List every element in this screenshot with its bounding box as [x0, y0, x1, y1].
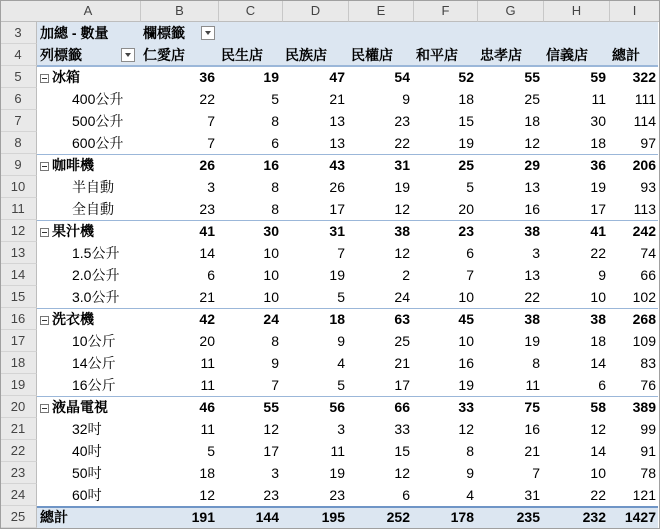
row-header-13[interactable]: 13 — [0, 242, 37, 264]
row-header-11[interactable]: 11 — [0, 198, 37, 220]
value-cell[interactable]: 93 — [640, 179, 656, 195]
grand-total-value[interactable]: 178 — [450, 509, 474, 525]
value-cell[interactable]: 41 — [199, 223, 215, 239]
value-cell[interactable]: 11 — [200, 377, 215, 393]
value-cell[interactable]: 14 — [199, 245, 215, 261]
value-cell[interactable]: 22 — [590, 245, 606, 261]
value-cell[interactable]: 9 — [402, 91, 410, 107]
value-cell[interactable]: 52 — [458, 69, 474, 85]
value-cell[interactable]: 8 — [532, 355, 540, 371]
value-cell[interactable]: 242 — [632, 223, 656, 239]
value-cell[interactable]: 25 — [524, 91, 540, 107]
row-header-3[interactable]: 3 — [0, 22, 37, 44]
value-cell[interactable]: 23 — [458, 223, 474, 239]
row-item-label[interactable]: 50吋 — [72, 465, 102, 481]
row-item-label[interactable]: 2.0公升 — [72, 267, 120, 283]
value-cell[interactable]: 15 — [458, 113, 474, 129]
value-cell[interactable]: 13 — [524, 267, 540, 283]
row-header-12[interactable]: 12 — [0, 220, 37, 242]
row-item-label[interactable]: 40吋 — [72, 443, 102, 459]
value-cell[interactable]: 66 — [640, 267, 656, 283]
row-group-text: 果汁機 — [52, 223, 94, 239]
value-cell[interactable]: 8 — [271, 113, 279, 129]
row-header-5[interactable]: 5 — [0, 66, 37, 88]
grand-total-value[interactable]: 235 — [516, 509, 540, 525]
row-header-4[interactable]: 4 — [0, 44, 37, 66]
row-item-label[interactable]: 全自動 — [72, 201, 114, 217]
value-cell[interactable]: 55 — [263, 399, 279, 415]
value-cell[interactable]: 5 — [337, 377, 345, 393]
column-label-cell[interactable]: 忠孝店 — [480, 47, 522, 63]
value-cell[interactable]: 13 — [329, 113, 345, 129]
value-cell[interactable]: 59 — [590, 69, 606, 85]
grand-total-value[interactable]: 144 — [255, 509, 279, 525]
value-cell[interactable]: 12 — [394, 245, 410, 261]
row-header-6[interactable]: 6 — [0, 88, 37, 110]
column-label-cell[interactable]: 民生店 — [221, 47, 263, 63]
value-cell[interactable]: 18 — [199, 465, 215, 481]
row-item-label[interactable]: 半自動 — [72, 179, 114, 195]
row-filter-dropdown-icon[interactable] — [121, 48, 135, 62]
value-cell[interactable]: 8 — [271, 333, 279, 349]
value-cell[interactable]: 78 — [640, 465, 656, 481]
collapse-minus-icon[interactable] — [40, 404, 49, 413]
value-cell[interactable]: 20 — [199, 333, 215, 349]
value-cell[interactable]: 19 — [263, 69, 279, 85]
value-cell[interactable]: 31 — [524, 487, 540, 503]
row-group-label[interactable] — [40, 220, 140, 242]
value-cell[interactable]: 6 — [271, 135, 279, 151]
value-cell[interactable]: 38 — [524, 311, 540, 327]
value-cell[interactable]: 16 — [524, 201, 540, 217]
value-cell[interactable]: 10 — [263, 245, 279, 261]
row-item-label[interactable]: 32吋 — [72, 421, 102, 437]
row-header-25[interactable]: 25 — [0, 506, 37, 528]
value-cell[interactable]: 10 — [263, 267, 279, 283]
value-cell[interactable]: 19 — [329, 267, 345, 283]
column-label-cell[interactable]: 總計 — [612, 47, 640, 63]
value-cell[interactable]: 12 — [199, 487, 215, 503]
column-header-C[interactable]: C — [219, 0, 283, 22]
column-label-cell[interactable]: 民權店 — [351, 47, 393, 63]
value-cell[interactable]: 21 — [524, 443, 540, 459]
value-cell[interactable]: 16 — [458, 355, 474, 371]
value-cell[interactable]: 7 — [207, 135, 215, 151]
value-cell[interactable]: 6 — [598, 377, 606, 393]
value-cell[interactable]: 31 — [394, 157, 410, 173]
value-cell[interactable]: 10 — [590, 289, 606, 305]
value-cell[interactable]: 12 — [263, 421, 279, 437]
column-labels-header: 欄標籤 — [143, 25, 185, 41]
value-cell[interactable]: 22 — [199, 91, 215, 107]
value-cell[interactable]: 20 — [458, 201, 474, 217]
value-cell[interactable]: 11 — [200, 421, 215, 437]
value-cell[interactable]: 6 — [207, 267, 215, 283]
column-header-H[interactable]: H — [544, 0, 610, 22]
value-cell[interactable]: 9 — [466, 465, 474, 481]
value-cell[interactable]: 22 — [590, 487, 606, 503]
row-group-label[interactable] — [40, 308, 140, 330]
value-field-label[interactable]: 加總 - 數量 — [40, 25, 109, 41]
row-group-text: 冰箱 — [52, 69, 80, 85]
row-item-label[interactable]: 1.5公升 — [72, 245, 120, 261]
column-header-F[interactable]: F — [414, 0, 478, 22]
value-cell[interactable]: 11 — [591, 91, 606, 107]
row-header-8[interactable]: 8 — [0, 132, 37, 154]
value-cell[interactable]: 21 — [394, 355, 410, 371]
value-cell[interactable]: 17 — [394, 377, 410, 393]
value-cell[interactable]: 114 — [633, 113, 656, 129]
value-cell[interactable]: 5 — [207, 443, 215, 459]
value-cell[interactable]: 15 — [394, 443, 410, 459]
value-cell[interactable]: 18 — [590, 135, 606, 151]
value-cell[interactable]: 11 — [200, 355, 215, 371]
value-cell[interactable]: 8 — [271, 179, 279, 195]
column-label-cell[interactable]: 民族店 — [285, 47, 327, 63]
grand-total-value[interactable]: 195 — [321, 509, 345, 525]
column-header-D[interactable]: D — [283, 0, 349, 22]
row-header-9[interactable]: 9 — [0, 154, 37, 176]
value-cell[interactable]: 111 — [634, 91, 656, 107]
value-cell[interactable]: 19 — [458, 377, 474, 393]
value-cell[interactable]: 19 — [329, 465, 345, 481]
value-cell[interactable]: 23 — [199, 201, 215, 217]
value-cell[interactable]: 5 — [337, 289, 345, 305]
value-cell[interactable]: 12 — [458, 421, 474, 437]
value-cell[interactable]: 8 — [466, 443, 474, 459]
column-header-B[interactable]: B — [141, 0, 219, 22]
column-header-A[interactable]: A — [36, 0, 141, 22]
value-cell[interactable]: 47 — [329, 69, 345, 85]
row-header-15[interactable]: 15 — [0, 286, 37, 308]
value-cell[interactable]: 41 — [590, 223, 606, 239]
row-item-label[interactable]: 400公升 — [72, 91, 124, 107]
value-cell[interactable]: 76 — [640, 377, 656, 393]
row-header-21[interactable]: 21 — [0, 418, 37, 440]
value-cell[interactable]: 5 — [466, 179, 474, 195]
value-cell[interactable]: 63 — [394, 311, 410, 327]
value-cell[interactable]: 58 — [590, 399, 606, 415]
value-cell[interactable]: 11 — [525, 377, 540, 393]
collapse-minus-icon[interactable] — [40, 74, 49, 83]
row-group-label[interactable] — [40, 154, 140, 176]
row-item-label[interactable]: 10公斤 — [72, 333, 116, 349]
value-cell[interactable]: 3 — [271, 465, 279, 481]
value-cell[interactable]: 38 — [394, 223, 410, 239]
row-item-label[interactable]: 600公升 — [72, 135, 124, 151]
value-cell[interactable]: 8 — [271, 201, 279, 217]
row-header-10[interactable]: 10 — [0, 176, 37, 198]
row-header-24[interactable]: 24 — [0, 484, 37, 506]
value-cell[interactable]: 23 — [394, 113, 410, 129]
column-header-G[interactable]: G — [478, 0, 544, 22]
column-label-cell[interactable]: 仁愛店 — [143, 47, 185, 63]
value-cell[interactable]: 16 — [263, 157, 279, 173]
value-cell[interactable]: 7 — [532, 465, 540, 481]
row-header-7[interactable]: 7 — [0, 110, 37, 132]
value-cell[interactable]: 75 — [524, 399, 540, 415]
value-cell[interactable]: 91 — [640, 443, 656, 459]
value-cell[interactable]: 6 — [466, 245, 474, 261]
row-group-text: 液晶電視 — [52, 399, 108, 415]
value-cell[interactable]: 7 — [271, 377, 279, 393]
row-item-label[interactable]: 16公斤 — [72, 377, 116, 393]
value-cell[interactable]: 29 — [524, 157, 540, 173]
value-cell[interactable]: 10 — [263, 289, 279, 305]
grand-total-value[interactable]: 1427 — [624, 509, 656, 525]
value-cell[interactable]: 121 — [632, 487, 656, 503]
row-header-17[interactable]: 17 — [0, 330, 37, 352]
value-cell[interactable]: 102 — [632, 289, 656, 305]
value-cell[interactable]: 7 — [207, 113, 215, 129]
value-cell[interactable]: 3 — [337, 421, 345, 437]
value-cell[interactable]: 19 — [590, 179, 606, 195]
value-cell[interactable]: 22 — [394, 135, 410, 151]
value-cell[interactable]: 109 — [632, 333, 656, 349]
value-cell[interactable]: 33 — [394, 421, 410, 437]
value-cell[interactable]: 322 — [632, 69, 656, 85]
value-cell[interactable]: 13 — [329, 135, 345, 151]
row-header-20[interactable]: 20 — [0, 396, 37, 418]
value-cell[interactable]: 10 — [458, 289, 474, 305]
value-cell[interactable]: 113 — [633, 201, 656, 217]
grand-total-label[interactable]: 總計 — [40, 509, 68, 525]
value-cell[interactable]: 33 — [458, 399, 474, 415]
value-cell[interactable]: 9 — [337, 333, 345, 349]
value-cell[interactable]: 10 — [590, 465, 606, 481]
value-cell[interactable]: 18 — [329, 311, 345, 327]
value-cell[interactable]: 99 — [640, 421, 656, 437]
value-cell[interactable]: 17 — [263, 443, 279, 459]
value-cell[interactable]: 12 — [394, 201, 410, 217]
grand-total-value[interactable]: 252 — [386, 509, 410, 525]
grand-total-value[interactable]: 191 — [191, 509, 215, 525]
value-cell[interactable]: 7 — [337, 245, 345, 261]
value-cell[interactable]: 11 — [330, 443, 345, 459]
column-header-E[interactable]: E — [349, 0, 414, 22]
value-cell[interactable]: 26 — [199, 157, 215, 173]
row-item-label[interactable]: 14公斤 — [72, 355, 116, 371]
row-item-label[interactable]: 500公升 — [72, 113, 124, 129]
value-cell[interactable]: 26 — [329, 179, 345, 195]
value-cell[interactable]: 38 — [524, 223, 540, 239]
value-cell[interactable]: 4 — [466, 487, 474, 503]
value-cell[interactable]: 19 — [458, 135, 474, 151]
value-cell[interactable]: 10 — [458, 333, 474, 349]
value-cell[interactable]: 97 — [640, 135, 656, 151]
value-cell[interactable]: 9 — [271, 355, 279, 371]
row-header-16[interactable]: 16 — [0, 308, 37, 330]
value-cell[interactable]: 206 — [632, 157, 656, 173]
value-cell[interactable]: 3 — [532, 245, 540, 261]
value-cell[interactable]: 4 — [337, 355, 345, 371]
row-header-22[interactable]: 22 — [0, 440, 37, 462]
value-cell[interactable]: 25 — [394, 333, 410, 349]
value-cell[interactable]: 56 — [329, 399, 345, 415]
value-cell[interactable]: 18 — [524, 113, 540, 129]
row-header-19[interactable]: 19 — [0, 374, 37, 396]
value-cell[interactable]: 12 — [524, 135, 540, 151]
value-cell[interactable]: 83 — [640, 355, 656, 371]
value-cell[interactable]: 21 — [199, 289, 215, 305]
value-cell[interactable]: 6 — [402, 487, 410, 503]
value-cell[interactable]: 3 — [207, 179, 215, 195]
value-cell[interactable]: 268 — [632, 311, 656, 327]
row-header-14[interactable]: 14 — [0, 264, 37, 286]
row-group-text: 洗衣機 — [52, 311, 94, 327]
value-cell[interactable]: 45 — [458, 311, 474, 327]
value-cell[interactable]: 66 — [394, 399, 410, 415]
value-cell[interactable]: 24 — [394, 289, 410, 305]
collapse-minus-icon[interactable] — [40, 228, 49, 237]
row-header-18[interactable]: 18 — [0, 352, 37, 374]
collapse-minus-icon[interactable] — [40, 316, 49, 325]
grand-total-value[interactable]: 232 — [582, 509, 606, 525]
value-cell[interactable]: 16 — [524, 421, 540, 437]
value-cell[interactable]: 9 — [598, 267, 606, 283]
value-cell[interactable]: 31 — [329, 223, 345, 239]
select-all-corner[interactable] — [0, 0, 37, 22]
column-filter-dropdown-icon[interactable] — [201, 26, 215, 40]
value-cell[interactable]: 14 — [590, 355, 606, 371]
value-cell[interactable]: 24 — [263, 311, 279, 327]
row-group-text: 咖啡機 — [52, 157, 94, 173]
value-cell[interactable]: 12 — [590, 421, 606, 437]
value-cell[interactable]: 18 — [458, 91, 474, 107]
row-item-label[interactable]: 60吋 — [72, 487, 102, 503]
value-cell[interactable]: 18 — [590, 333, 606, 349]
value-cell[interactable]: 38 — [590, 311, 606, 327]
value-cell[interactable]: 46 — [199, 399, 215, 415]
value-cell[interactable]: 23 — [329, 487, 345, 503]
value-cell[interactable]: 2 — [402, 267, 410, 283]
row-group-label[interactable] — [40, 396, 140, 418]
value-cell[interactable]: 36 — [590, 157, 606, 173]
row-labels-header: 列標籤 — [40, 47, 82, 63]
value-cell[interactable]: 17 — [329, 201, 345, 217]
value-cell[interactable]: 7 — [466, 267, 474, 283]
value-cell[interactable]: 17 — [590, 201, 606, 217]
value-cell[interactable]: 55 — [524, 69, 540, 85]
column-header-I[interactable]: I — [610, 0, 660, 22]
value-cell[interactable]: 43 — [329, 157, 345, 173]
column-label-cell[interactable]: 和平店 — [416, 47, 458, 63]
collapse-minus-icon[interactable] — [40, 162, 49, 171]
value-cell[interactable]: 30 — [263, 223, 279, 239]
value-cell[interactable]: 21 — [329, 91, 345, 107]
column-label-cell[interactable]: 信義店 — [546, 47, 588, 63]
row-item-label[interactable]: 3.0公升 — [72, 289, 120, 305]
value-cell[interactable]: 42 — [199, 311, 215, 327]
value-cell[interactable]: 25 — [458, 157, 474, 173]
value-cell[interactable]: 19 — [394, 179, 410, 195]
value-cell[interactable]: 12 — [394, 465, 410, 481]
value-cell[interactable]: 54 — [394, 69, 410, 85]
value-cell[interactable]: 23 — [263, 487, 279, 503]
row-header-23[interactable]: 23 — [0, 462, 37, 484]
value-cell[interactable]: 30 — [590, 113, 606, 129]
value-cell[interactable]: 22 — [524, 289, 540, 305]
value-cell[interactable]: 74 — [640, 245, 656, 261]
row-group-label[interactable] — [40, 66, 140, 88]
value-cell[interactable]: 14 — [590, 443, 606, 459]
value-cell[interactable]: 389 — [632, 399, 656, 415]
value-cell[interactable]: 13 — [524, 179, 540, 195]
value-cell[interactable]: 19 — [524, 333, 540, 349]
value-cell[interactable]: 36 — [199, 69, 215, 85]
value-cell[interactable]: 5 — [271, 91, 279, 107]
